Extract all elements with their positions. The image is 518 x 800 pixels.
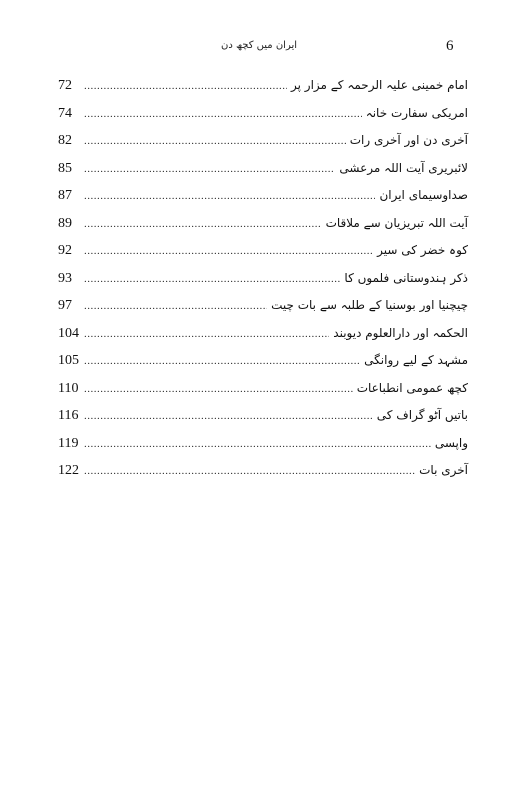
- toc-dot-leader: [84, 383, 353, 395]
- toc-page-number: 72: [58, 78, 72, 93]
- page-number: 6: [446, 38, 454, 54]
- toc-page-number: 110: [58, 380, 79, 396]
- toc-dot-leader: [84, 245, 373, 257]
- toc-entry: [58, 243, 468, 271]
- toc-page-number: 97: [58, 298, 72, 313]
- toc-dot-leader: [84, 135, 346, 147]
- toc-title: کچھ عمومی انطباعات: [356, 380, 468, 395]
- toc-entry: [58, 463, 468, 491]
- toc-title: ذکر ہندوستانی فلموں کا: [344, 270, 468, 285]
- toc-page-number: 82: [58, 133, 72, 148]
- toc-dot-leader: [84, 163, 335, 175]
- toc-page-number: 122: [58, 463, 79, 478]
- toc-dot-leader: [84, 300, 267, 312]
- toc-entry: [58, 381, 468, 409]
- toc-title: لائبریری آیت اللہ مرعشی: [339, 160, 468, 175]
- toc-page-number: 93: [58, 270, 72, 286]
- toc-entry: [58, 78, 468, 106]
- toc-dot-leader: [84, 328, 329, 340]
- toc-page-number: 119: [58, 435, 79, 451]
- toc-title: الحکمہ اور دارالعلوم دیوبند: [333, 325, 468, 340]
- toc-page-number: 87: [58, 188, 72, 203]
- toc-title: امام خمینی علیہ الرحمہ کے مزار پر: [291, 78, 468, 92]
- toc-entry: [58, 271, 468, 299]
- toc-page-number: 74: [58, 105, 72, 121]
- toc-entry: [58, 161, 468, 189]
- running-title: ایران میں کچھ دن: [220, 40, 298, 51]
- toc-dot-leader: [84, 410, 373, 422]
- toc-dot-leader: [84, 465, 415, 477]
- toc-page-number: 105: [58, 353, 79, 368]
- toc-title: واپسی: [434, 435, 468, 450]
- toc-dot-leader: [84, 218, 322, 230]
- toc-page-number: 89: [58, 215, 72, 231]
- toc-title: آیت اللہ تبریزیان سے ملاقات: [325, 215, 468, 230]
- toc-dot-leader: [84, 273, 340, 285]
- toc-title: کوہ خضر کی سیر: [377, 243, 468, 257]
- toc-title: باتیں آٹو گراف کی: [376, 408, 468, 422]
- toc-title: صداوسیمای ایران: [379, 188, 468, 202]
- toc-dot-leader: [84, 80, 287, 92]
- toc-entry: [58, 436, 468, 464]
- toc-title: آخری دن اور آخری رات: [349, 133, 468, 147]
- toc-entry: [58, 353, 468, 381]
- toc-dot-leader: [84, 355, 360, 367]
- toc-entry: [58, 298, 468, 326]
- table-of-contents: [58, 78, 468, 491]
- toc-entry: [58, 326, 468, 354]
- toc-title: امریکی سفارت خانہ: [365, 105, 468, 120]
- toc-dot-leader: [84, 438, 431, 450]
- toc-entry: [58, 408, 468, 436]
- toc-page-number: 116: [58, 408, 79, 423]
- toc-dot-leader: [84, 108, 362, 120]
- toc-entry: [58, 216, 468, 244]
- toc-title: آخری بات: [419, 463, 468, 477]
- toc-page-number: 85: [58, 160, 72, 176]
- toc-title: مشہد کے لیے روانگی: [364, 353, 468, 367]
- toc-entry: [58, 188, 468, 216]
- toc-page-number: 104: [58, 325, 79, 341]
- toc-entry: [58, 133, 468, 161]
- toc-title: چیچنیا اور بوسنیا کے طلبہ سے بات چیت: [271, 298, 468, 312]
- toc-dot-leader: [84, 190, 375, 202]
- toc-entry: [58, 106, 468, 134]
- toc-page-number: 92: [58, 243, 72, 258]
